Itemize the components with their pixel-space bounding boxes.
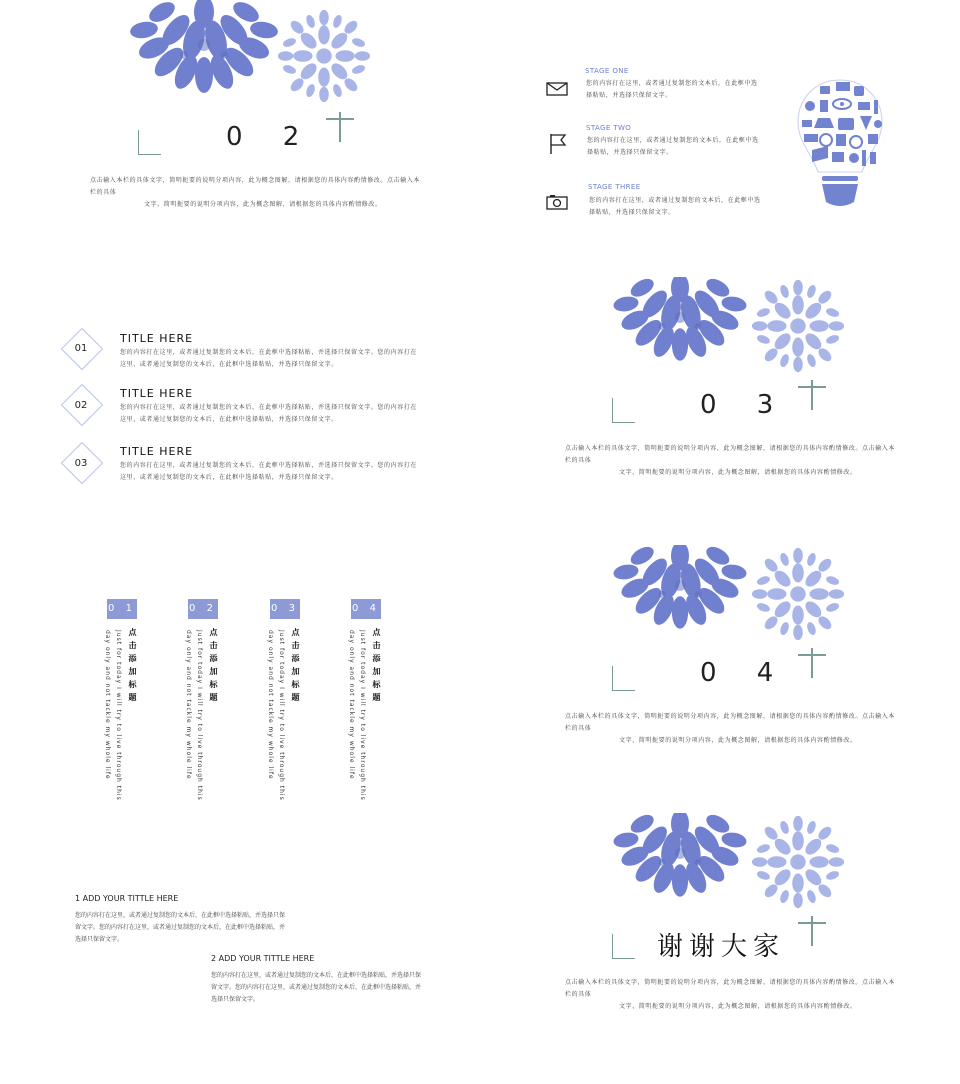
column-title: 点击添加标题: [291, 628, 300, 706]
item-number: 03: [74, 458, 88, 469]
column-text-line: Just for today I will try to live through this: [278, 630, 285, 801]
stage-three-text: [589, 195, 761, 219]
item-text: [120, 402, 417, 426]
column-number-badge: 0 4: [351, 599, 381, 619]
flower-light-illustration: [750, 277, 846, 375]
column-text-line: Just for today I will try to live through this: [359, 630, 366, 801]
item-text-line: 您的内容打在这里，或者通过复制您的文本后，在此框中选择粘贴，并选择只保留文字。您的内容打在: [120, 349, 418, 356]
column-title: 点击添加标题: [209, 628, 218, 706]
add-title-text-line: 留文字。您的内容打在这里，或者通过复制您的文本后，在此框中选择粘贴，并: [211, 984, 422, 991]
cross-line-decoration: [798, 916, 826, 946]
stage-text-line: 择粘贴，并选择只保留文字。: [587, 149, 673, 156]
column-text-line: day only and not tackle my whole life: [348, 630, 355, 780]
lightbulb-icon-cluster: [790, 76, 890, 222]
description-line: 文字，简明扼要的说明分项内容，此为概念图解，请根据您的具体内容酌情修改。: [619, 469, 857, 476]
column-title: 点击添加标题: [128, 628, 137, 706]
cross-line-decoration: [798, 380, 826, 410]
stage-text-line: 择粘贴，并选择只保留文字。: [589, 209, 675, 216]
corner-line-decoration: [612, 398, 635, 423]
add-title-text-line: 选择只保留文字。: [75, 936, 124, 943]
stage-text-line: 择粘贴，并选择只保留文字。: [586, 92, 672, 99]
add-title-text-line: 您的内容打在这里，或者通过复制您的文本后，在此框中选择粘贴，并选择只保: [75, 912, 286, 919]
flower-dark-illustration: [594, 277, 766, 367]
stage-text-line: 您的内容打在这里，或者通过复制您的文本后，在此框中选: [589, 197, 761, 204]
section-number: 0 3: [700, 390, 790, 420]
item-title: TITLE HERE: [120, 445, 194, 458]
item-text: [120, 460, 417, 484]
column-text-line: Just for today I will try to live through this: [115, 630, 122, 801]
description-line: 点击输入本栏的具体文字，简明扼要的说明分项内容，此为概念图解，请根据您的具体内容酌情修改。点击输入本栏的具体: [565, 713, 896, 732]
cross-line-decoration: [326, 112, 354, 142]
item-text-line: 这里，或者通过复制您的文本后，在此框中选择粘贴，并选择只保留文字。: [120, 416, 338, 423]
item-text-line: 这里，或者通过复制您的文本后，在此框中选择粘贴，并选择只保留文字。: [120, 361, 338, 368]
stage-two-title: STAGE TWO: [586, 124, 632, 132]
stage-one-text: [586, 78, 758, 102]
add-title-heading: 1 ADD YOUR TITTLE HERE: [75, 894, 179, 903]
column-text-line: day only and not tackle my whole life: [104, 630, 111, 780]
add-title-text-line: 您的内容打在这里，或者通过复制您的文本后，在此框中选择粘贴，并选择只保: [211, 972, 422, 979]
item-title: TITLE HERE: [120, 332, 194, 345]
corner-line-decoration: [612, 934, 635, 959]
item-number: 02: [74, 400, 88, 411]
stage-text-line: 您的内容打在这里，或者通过复制您的文本后，在此框中选: [586, 80, 758, 87]
description-line: 文字，简明扼要的说明分项内容，此为概念图解，请根据您的具体内容酌情修改。: [144, 201, 382, 208]
add-title-text: [75, 910, 295, 946]
stage-text-line: 您的内容打在这里，或者通过复制您的文本后，在此框中选: [587, 137, 759, 144]
section-description: [90, 175, 420, 211]
section-description: [565, 711, 895, 747]
column-text-line: day only and not tackle my whole life: [185, 630, 192, 780]
envelope-icon: [546, 82, 568, 96]
camera-icon: [546, 194, 568, 210]
corner-line-decoration: [612, 666, 635, 691]
flower-dark-illustration: [594, 813, 766, 903]
section-description: [565, 443, 895, 479]
flower-light-illustration: [750, 545, 846, 643]
description-line: 文字，简明扼要的说明分项内容，此为概念图解，请根据您的具体内容酌情修改。: [619, 1003, 857, 1010]
item-text: [120, 347, 417, 371]
cross-line-decoration: [798, 648, 826, 678]
section-number: 0 4: [700, 658, 790, 688]
description-line: 点击输入本栏的具体文字，简明扼要的说明分项内容，此为概念图解，请根据您的具体内容酌情修改。点击输入本栏的具体: [565, 445, 896, 464]
corner-line-decoration: [138, 130, 161, 155]
column-text-line: day only and not tackle my whole life: [267, 630, 274, 780]
column-number-badge: 0 1: [107, 599, 137, 619]
stage-two-text: [587, 135, 759, 159]
flower-light-illustration: [750, 813, 846, 911]
item-text-line: 这里，或者通过复制您的文本后，在此框中选择粘贴，并选择只保留文字。: [120, 474, 338, 481]
item-text-line: 您的内容打在这里，或者通过复制您的文本后，在此框中选择粘贴，并选择只保留文字。您的内容打在: [120, 404, 418, 411]
flower-dark-illustration: [594, 545, 766, 635]
column-number-badge: 0 2: [188, 599, 218, 619]
add-title-text-line: 选择只保留文字。: [211, 996, 260, 1003]
add-title-heading: 2 ADD YOUR TITTLE HERE: [211, 954, 315, 963]
item-text-line: 您的内容打在这里，或者通过复制您的文本后，在此框中选择粘贴，并选择只保留文字。您的内容打在: [120, 462, 418, 469]
description-line: 点击输入本栏的具体文字，简明扼要的说明分项内容，此为概念图解，请根据您的具体内容酌情修改。点击输入本栏的具体: [90, 177, 421, 196]
flag-icon: [549, 133, 567, 155]
flower-light-illustration: [276, 4, 372, 108]
add-title-text-line: 留文字。您的内容打在这里，或者通过复制您的文本后，在此框中选择粘贴，并: [75, 924, 286, 931]
section-number: 0 2: [226, 122, 316, 152]
column-text-line: Just for today I will try to live through this: [196, 630, 203, 801]
thanks-description: [565, 977, 895, 1013]
description-line: 点击输入本栏的具体文字，简明扼要的说明分项内容，此为概念图解，请根据您的具体内容酌情修改。点击输入本栏的具体: [565, 979, 896, 998]
add-title-text: [211, 970, 431, 1006]
description-line: 文字，简明扼要的说明分项内容，此为概念图解，请根据您的具体内容酌情修改。: [619, 737, 857, 744]
item-title: TITLE HERE: [120, 387, 194, 400]
stage-one-title: STAGE ONE: [585, 67, 629, 75]
stage-three-title: STAGE THREE: [588, 183, 641, 191]
column-title: 点击添加标题: [372, 628, 381, 706]
column-number-badge: 0 3: [270, 599, 300, 619]
item-number: 01: [74, 343, 88, 354]
thanks-title: 谢谢大家: [657, 932, 786, 962]
flower-dark-illustration: [120, 0, 288, 100]
